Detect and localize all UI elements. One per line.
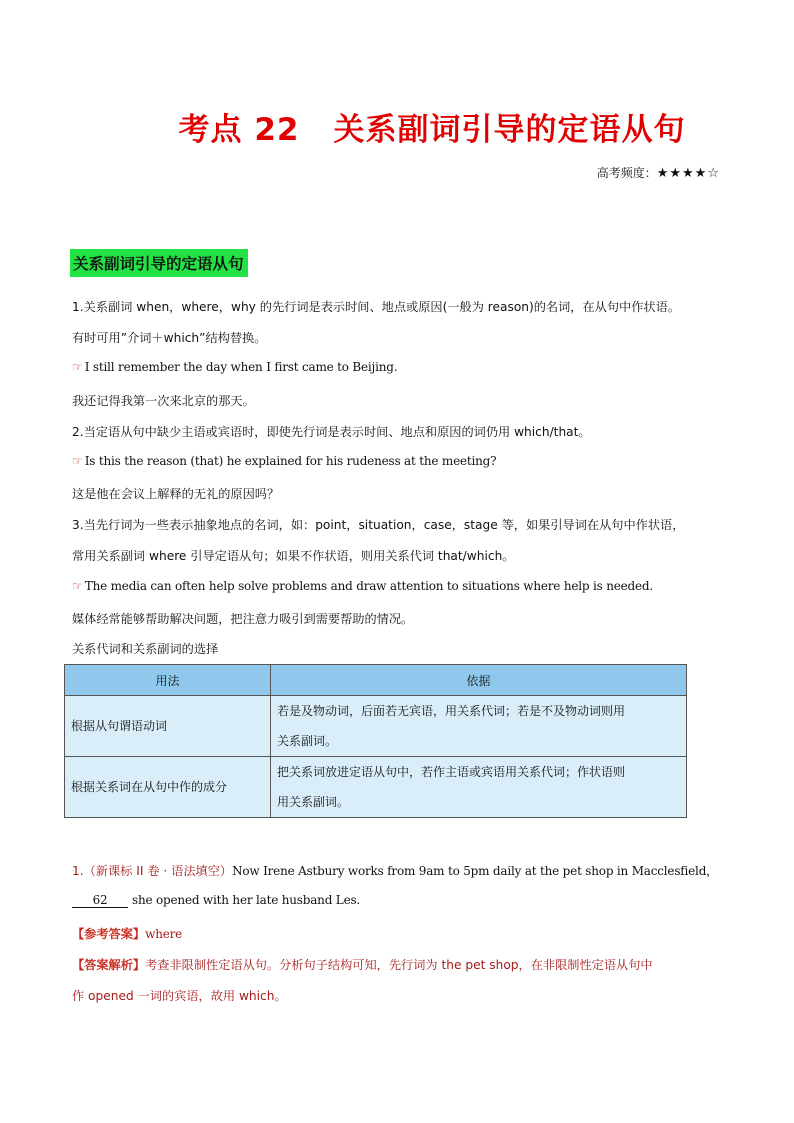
choice-table — [64, 664, 687, 818]
example-3 — [72, 579, 732, 593]
point-1-line-1: 1.关系副词 when，where，why 的先行词是表示时间、地点或原因(一般为 reason)的名词，在从句中作状语。 — [72, 300, 680, 314]
answer-blank: 62 — [72, 893, 128, 908]
example-3-english: The media can often help solve problems and draw attention to situations where help is needed. — [84, 579, 654, 593]
pointing-hand-icon: ☞ — [72, 454, 83, 468]
answer-label: 【参考答案】 — [72, 927, 146, 941]
pointing-hand-icon: ☞ — [72, 579, 83, 593]
table-caption: 关系代词和关系副词的选择 — [72, 642, 219, 656]
example-2-chinese: 这是他在会议上解释的无礼的原因吗？ — [72, 487, 280, 501]
table-header-basis: 依据 — [271, 665, 687, 696]
frequency-stars: ★★★★☆ — [656, 166, 720, 181]
page-title-prefix: 考点 22 — [178, 112, 300, 148]
basis-line-1: 若是及物动词，后面若无宾语，用关系代词；若是不及物动词则用 — [277, 704, 626, 718]
basis-line-2: 用关系副词。 — [277, 795, 350, 809]
question-source: （新课标 II 卷 · 语法填空） — [83, 864, 233, 878]
page-title — [0, 104, 794, 149]
example-3-chinese: 媒体经常能够帮助解决问题，把注意力吸引到需要帮助的情况。 — [72, 612, 414, 626]
example-2-english: Is this the reason (that) he explained for his rudeness at the meeting? — [84, 454, 497, 468]
point-1-line-2: 有时可用”介词＋which”结构替换。 — [72, 331, 267, 345]
answer-line — [72, 925, 732, 942]
question-1-line-1 — [72, 862, 732, 879]
page-title-main: 关系副词引导的定语从句 — [333, 112, 686, 148]
table-cell-usage: 根据从句谓语动词 — [65, 696, 271, 757]
exam-frequency — [597, 164, 720, 181]
question-1-line-2 — [72, 893, 732, 908]
section-heading: 关系副词引导的定语从句 — [70, 249, 248, 277]
table-cell-basis — [271, 757, 687, 818]
table-row — [65, 757, 687, 818]
question-text-2: she opened with her late husband Les. — [132, 893, 361, 907]
basis-line-1: 把关系词放进定语从句中，若作主语或宾语用关系代词；作状语则 — [277, 765, 626, 779]
analysis-line-2 — [72, 987, 732, 1004]
example-2 — [72, 454, 732, 468]
pointing-hand-icon: ☞ — [72, 360, 83, 374]
point-3-line-2: 常用关系副词 where 引导定语从句；如果不作状语，则用关系代词 that/which。 — [72, 549, 515, 563]
analysis-label: 【答案解析】 — [72, 958, 146, 972]
example-1-english: I still remember the day when I first came to Beijing. — [84, 360, 398, 374]
example-1 — [72, 360, 732, 374]
answer-value: where — [145, 927, 183, 941]
frequency-label: 高考频度： — [596, 166, 657, 180]
table-header-usage: 用法 — [65, 665, 271, 696]
point-3-line-1: 3.当先行词为一些表示抽象地点的名词，如：point，situation，case，stage 等，如果引导词在从句中作状语， — [72, 518, 685, 532]
table-cell-basis — [271, 696, 687, 757]
analysis-text-1: 考查非限制性定语从句。分析句子结构可知，先行词为 the pet shop，在非限制性定语从句中 — [145, 958, 653, 972]
table-cell-usage: 根据关系词在从句中作的成分 — [65, 757, 271, 818]
analysis-line-1 — [72, 956, 732, 973]
basis-line-2: 关系副词。 — [277, 734, 338, 748]
table-header-row — [65, 665, 687, 696]
table-row — [65, 696, 687, 757]
question-number: 1. — [72, 864, 84, 878]
analysis-text-2: 作 opened 一词的宾语，故用 which。 — [72, 989, 287, 1003]
example-1-chinese: 我还记得我第一次来北京的那天。 — [72, 394, 255, 408]
question-text-1: Now Irene Astbury works from 9am to 5pm daily at the pet shop in Macclesfield， — [232, 864, 718, 878]
point-2: 2.当定语从句中缺少主语或宾语时，即使先行词是表示时间、地点和原因的词仍用 which/that。 — [72, 425, 591, 439]
